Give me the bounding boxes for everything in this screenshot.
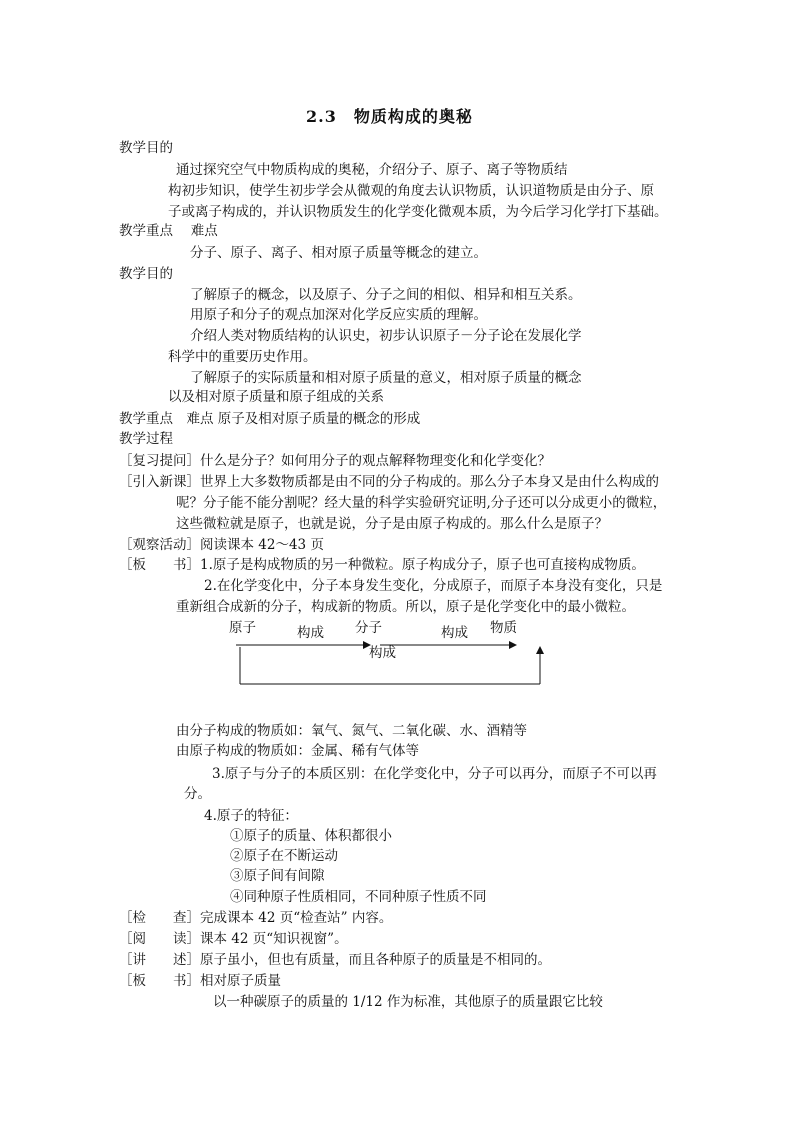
- heading-key-points: 教学重点 难点 原子及相对原子质量的概念的形成: [119, 411, 421, 427]
- text-line: 科学中的重要历史作用。: [168, 349, 317, 365]
- text-line: 3.原子与分子的本质区别：在化学变化中，分子可以再分，而原子不可以再: [212, 766, 657, 782]
- text-line: 由分子构成的物质如：氧气、氮气、二氧化碳、水、酒精等: [176, 723, 527, 739]
- text-line: 这些微粒就是原子，也就是说，分子是由原子构成的。那么什么是原子？: [176, 516, 608, 532]
- text-line: 以及相对原子质量和原子组成的关系: [168, 389, 384, 405]
- heading-key-points: 教学重点 难点: [119, 223, 218, 239]
- text-line: 用原子和分子的观点加深对化学反应实质的理解。: [190, 307, 487, 323]
- text-line: 通过探究空气中物质构成的奥秘，介绍分子、原子、离子等物质结: [176, 162, 568, 178]
- diagram-matter-label: 物质: [490, 620, 517, 636]
- list-item: ④同种原子性质相同，不同种原子性质不同: [230, 889, 487, 905]
- text-line: 由原子构成的物质如：金属、稀有气体等: [176, 743, 419, 759]
- text-line: 构初步知识，使学生初步学会从微观的角度去认识物质，认识道物质是由分子、原: [168, 183, 654, 199]
- list-item: ②原子在不断运动: [230, 848, 338, 864]
- list-item: ①原子的质量、体积都很小: [230, 828, 392, 844]
- diagram-construct-label: 构成: [441, 625, 468, 641]
- text-line: 了解原子的实际质量和相对原子质量的意义，相对原子质量的概念: [190, 370, 582, 386]
- heading-teaching-process: 教学过程: [119, 431, 173, 447]
- text-line: 介绍人类对物质结构的认识史，初步认识原子－分子论在发展化学: [190, 328, 582, 344]
- text-line: ［观察活动］阅读课本 42～43 页: [119, 537, 324, 553]
- heading-teaching-goal: 教学目的: [119, 140, 173, 156]
- text-line: ［板 书］相对原子质量: [119, 973, 281, 989]
- text-line: ［检 查］完成课本 42 页“检查站” 内容。: [119, 910, 393, 926]
- diagram-atom-label: 原子: [229, 620, 256, 636]
- diagram-construct-label: 构成: [297, 625, 324, 641]
- text-line: 以一种碳原子的质量的 1/12 作为标准，其他原子的质量跟它比较: [213, 994, 603, 1010]
- text-line: 了解原子的概念，以及原子、分子之间的相似、相异和相互关系。: [190, 287, 582, 303]
- text-line: 分子、原子、离子、相对原子质量等概念的建立。: [190, 245, 487, 261]
- text-line: 子或离子构成的，并认识物质发生的化学变化微观本质，为今后学习化学打下基础。: [168, 204, 668, 220]
- text-line: 分。: [184, 786, 211, 802]
- diagram-molecule-label: 分子: [355, 620, 382, 636]
- text-line: 2.在化学变化中，分子本身发生变化，分成原子，而原子本身没有变化，只是: [204, 578, 663, 594]
- text-line: 重新组合成新的分子，构成新的物质。所以，原子是化学变化中的最小微粒。: [176, 599, 635, 615]
- text-line: ［板 书］1.原子是构成物质的另一种微粒。原子构成分子，原子也可直接构成物质。: [119, 557, 645, 573]
- text-line: 呢？分子能不能分割呢？经大量的科学实验研究证明,分子还可以分成更小的微粒，: [176, 495, 667, 511]
- page-title: 2.3 物质构成的奥秘: [306, 107, 473, 126]
- diagram-construct-label: 构成: [369, 645, 396, 661]
- text-line: ［复习提问］什么是分子？如何用分子的观点解释物理变化和化学变化？: [119, 453, 551, 469]
- text-line: ［阅 读］课本 42 页“知识视窗”。: [119, 931, 348, 947]
- heading-teaching-goal: 教学目的: [119, 266, 173, 282]
- text-line: 4.原子的特征：: [204, 808, 298, 824]
- list-item: ③原子间有间隙: [230, 868, 325, 884]
- text-line: ［讲 述］原子虽小，但也有质量，而且各种原子的质量是不相同的。: [119, 952, 551, 968]
- text-line: ［引入新课］世界上大多数物质都是由不同的分子构成的。那么分子本身又是由什么构成的: [119, 474, 659, 490]
